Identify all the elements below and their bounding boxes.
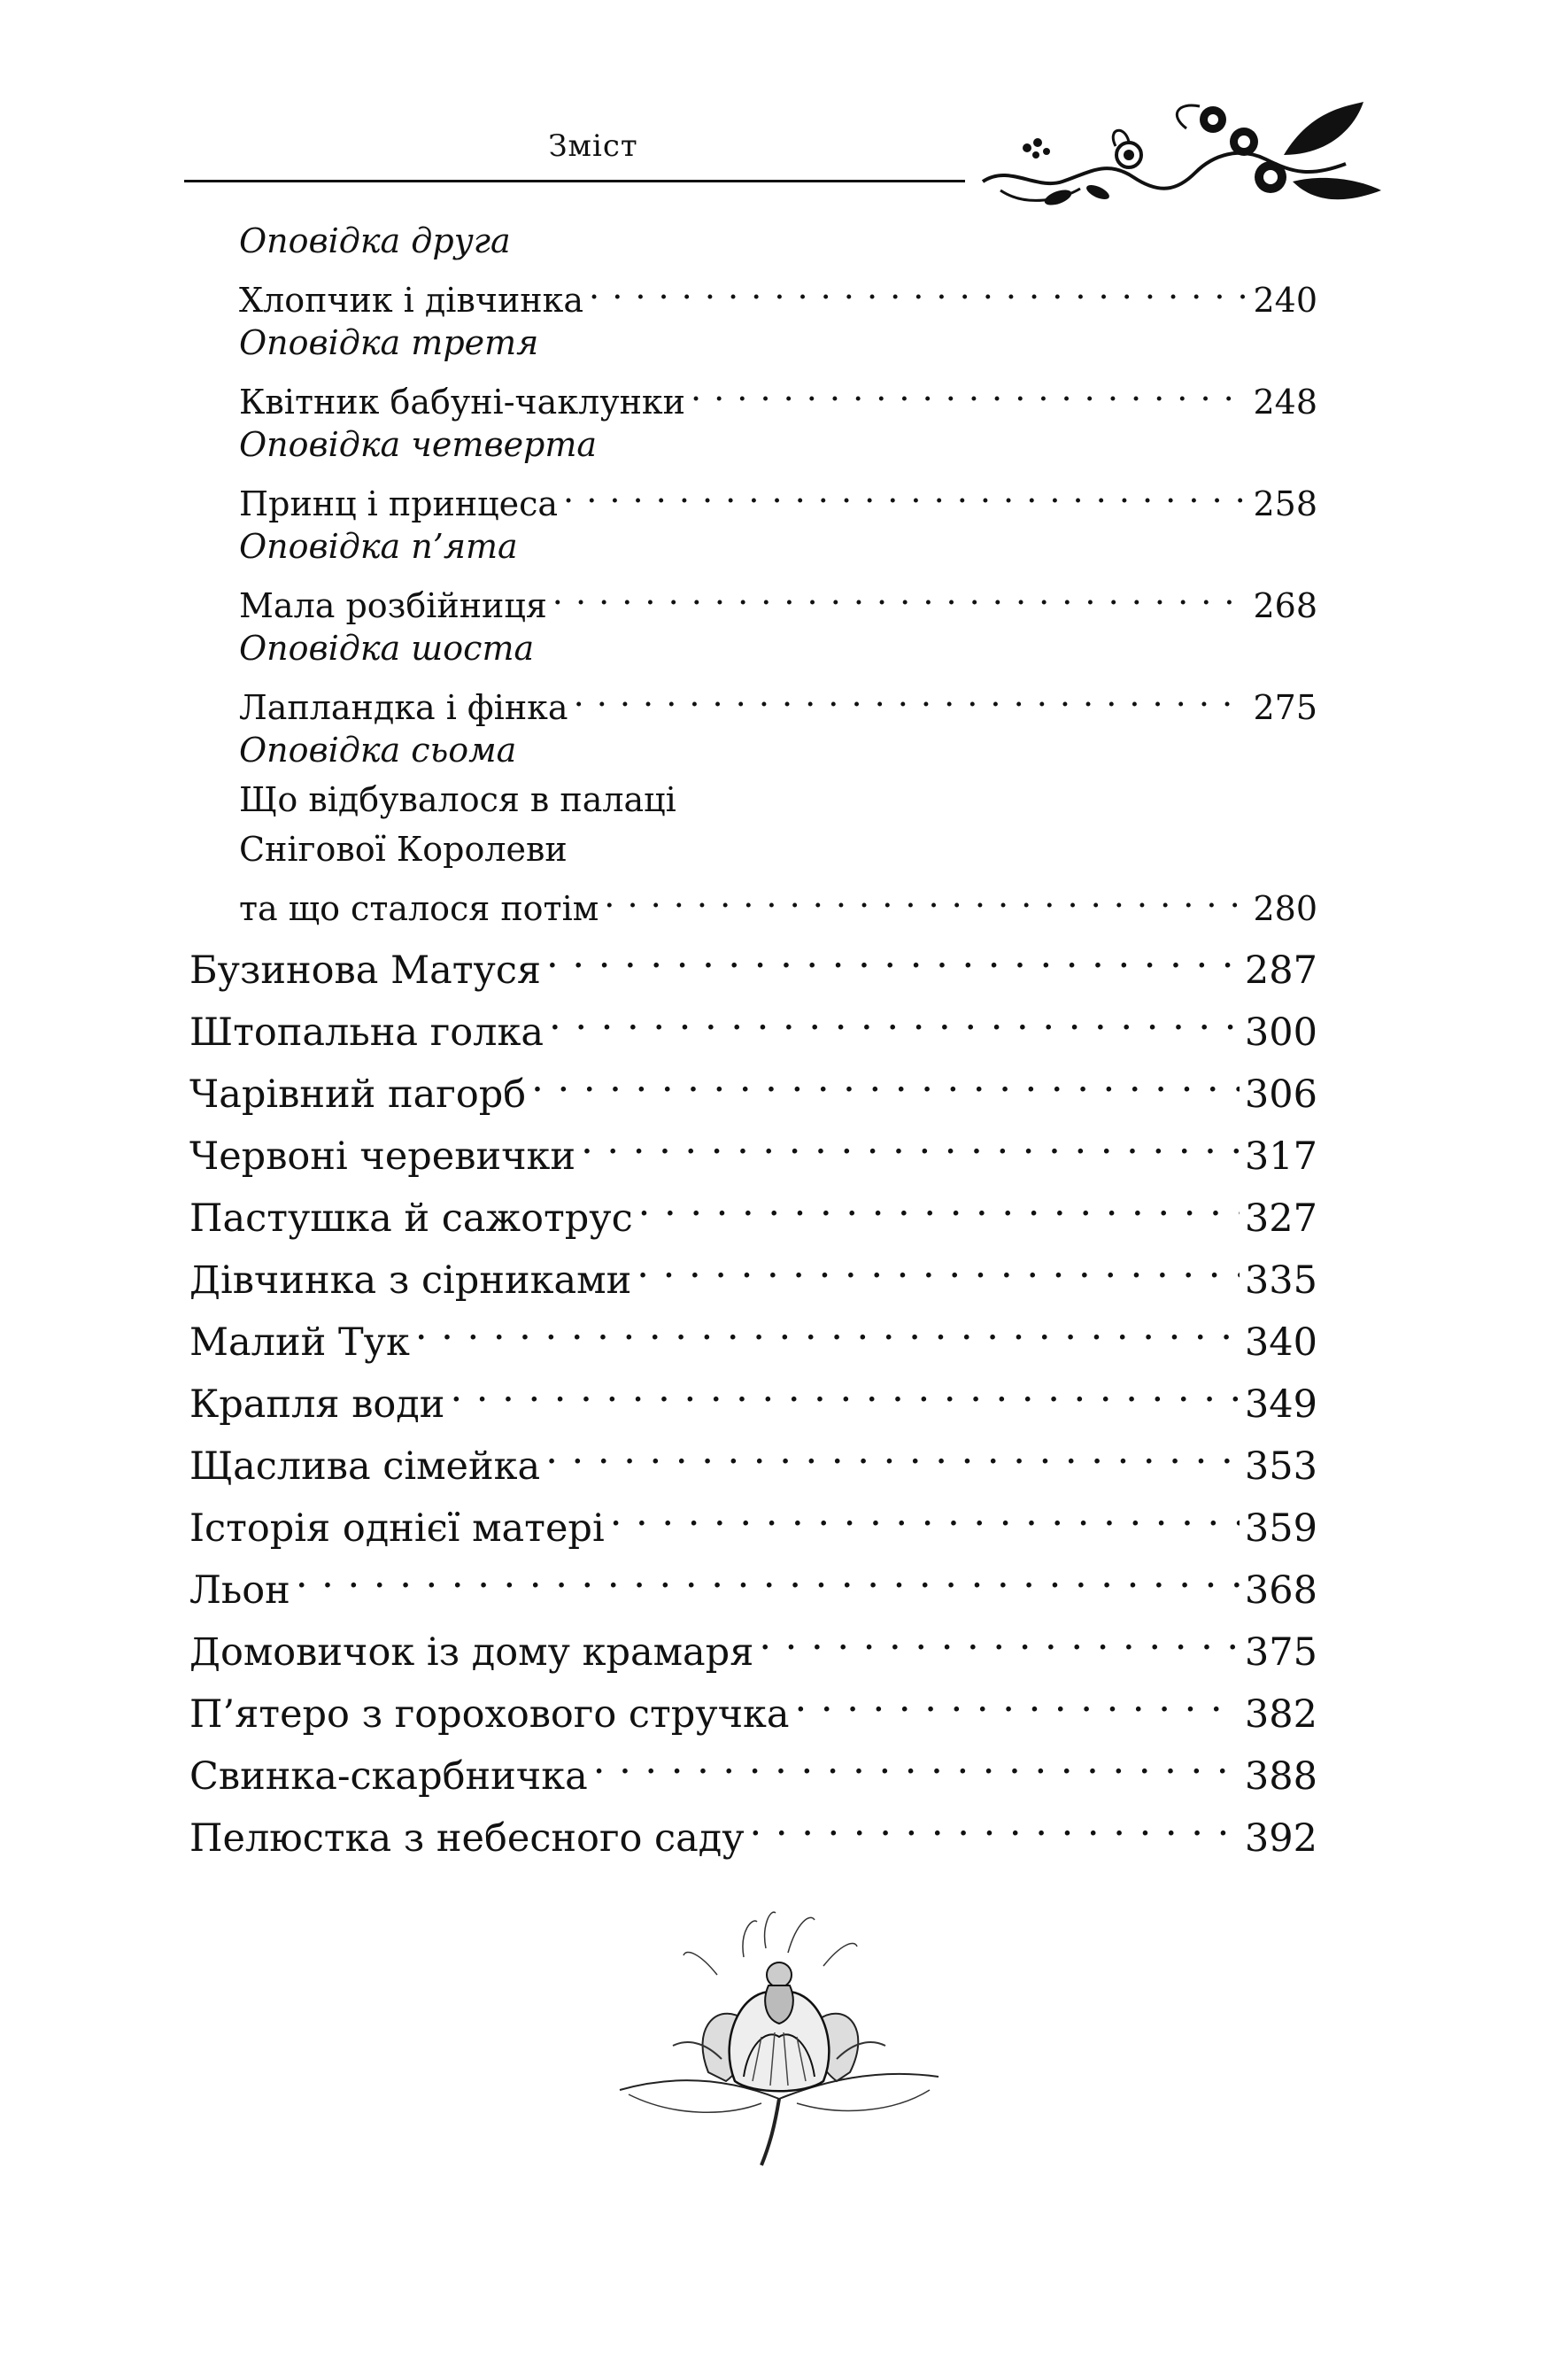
toc-entry[interactable]: [189, 1123, 1317, 1179]
toc-entry[interactable]: [189, 1681, 1317, 1737]
dot-leader: [589, 271, 1247, 312]
entry-title: Хлопчик і дівчинка: [239, 280, 584, 320]
toc-entry[interactable]: [239, 879, 1317, 928]
dot-leader: [691, 373, 1247, 414]
entry-title: Дівчинка з сірниками: [189, 1258, 632, 1303]
toc-entry[interactable]: [189, 1495, 1317, 1551]
entry-title: та що сталося потім: [239, 888, 599, 928]
entry-title: Щаслива сімейка: [189, 1444, 541, 1489]
dot-leader: [759, 1619, 1240, 1665]
entry-title: Льон: [189, 1567, 290, 1613]
entry-title: П’ятеро з горохового стручка: [189, 1691, 790, 1737]
dot-leader: [450, 1371, 1239, 1417]
entry-title: Крапля води: [189, 1382, 445, 1427]
entry-title-line: Що відбувалося в палаці: [239, 780, 676, 819]
toc-entry[interactable]: [189, 1619, 1317, 1675]
dot-leader: [531, 1061, 1240, 1107]
dot-leader: [637, 1247, 1240, 1293]
flower-with-child-illustration: [611, 1904, 947, 2170]
toc-entry[interactable]: [239, 678, 1317, 727]
dot-leader: [574, 678, 1248, 719]
dot-leader: [604, 879, 1247, 920]
entry-page: 268: [1253, 585, 1317, 625]
story-label: Оповідка четверта: [239, 425, 598, 464]
entry-page: 248: [1253, 382, 1317, 422]
story-label: Оповідка п’ята: [239, 527, 518, 566]
entry-page: 258: [1253, 484, 1317, 523]
entry-page: 359: [1244, 1505, 1317, 1551]
story-label: Оповідка третя: [239, 323, 539, 362]
entry-title: Пелюстка з небесного саду: [189, 1815, 745, 1861]
toc-entry[interactable]: [189, 937, 1317, 993]
entry-title: Лапландка і фінка: [239, 687, 568, 727]
dot-leader: [549, 999, 1240, 1045]
entry-page: 335: [1244, 1258, 1317, 1303]
dot-leader: [415, 1309, 1240, 1355]
entry-title: Історія однієї матері: [189, 1505, 605, 1551]
entry-page: 388: [1244, 1753, 1317, 1799]
toc-entry[interactable]: [239, 373, 1317, 422]
toc-entry[interactable]: [239, 271, 1317, 320]
toc-entry[interactable]: [189, 1433, 1317, 1489]
toc-entry[interactable]: [189, 1185, 1317, 1241]
toc-entry[interactable]: [189, 1309, 1317, 1365]
entry-page: 368: [1244, 1567, 1317, 1613]
entry-page: 287: [1244, 948, 1317, 993]
entry-page: 392: [1244, 1815, 1317, 1861]
entry-page: 280: [1253, 888, 1317, 928]
dot-leader: [610, 1495, 1240, 1541]
story-label: Оповідка шоста: [239, 629, 535, 668]
dot-leader: [581, 1123, 1240, 1169]
story-label: Оповідка друга: [239, 221, 511, 260]
entry-title: Пастушка й сажотрус: [189, 1196, 633, 1241]
entry-title: Домовичок із дому крамаря: [189, 1629, 754, 1675]
dot-leader: [546, 937, 1240, 983]
toc-entry[interactable]: [189, 1805, 1317, 1861]
entry-page: 306: [1244, 1072, 1317, 1117]
entry-page: 275: [1253, 687, 1317, 727]
dot-leader: [795, 1681, 1240, 1727]
entry-title-line: Снігової Королеви: [239, 830, 568, 869]
entry-title: Свинка-скарбничка: [189, 1753, 588, 1799]
dot-leader: [563, 475, 1247, 515]
toc-entry[interactable]: [189, 1247, 1317, 1303]
dot-leader: [552, 577, 1248, 617]
entry-title: Червоні черевички: [189, 1134, 576, 1179]
entry-page: 240: [1253, 280, 1317, 320]
entry-page: 300: [1244, 1010, 1317, 1055]
toc-entry[interactable]: [189, 1061, 1317, 1117]
dot-leader: [593, 1743, 1240, 1789]
entry-page: 349: [1244, 1382, 1317, 1427]
toc-entry[interactable]: [239, 577, 1317, 625]
story-label: Оповідка сьома: [239, 731, 517, 770]
entry-page: 327: [1244, 1196, 1317, 1241]
toc-entry[interactable]: [189, 999, 1317, 1055]
dot-leader: [638, 1185, 1240, 1231]
entry-page: 340: [1244, 1320, 1317, 1365]
entry-page: 382: [1244, 1691, 1317, 1737]
entry-page: 353: [1244, 1444, 1317, 1489]
toc-entry[interactable]: [189, 1371, 1317, 1427]
entry-title: Мала розбійниця: [239, 585, 547, 625]
toc-entry[interactable]: [189, 1557, 1317, 1613]
entry-title: Чарівний пагорб: [189, 1072, 527, 1117]
entry-title: Бузинова Матуся: [189, 948, 542, 993]
entry-title: Штопальна голка: [189, 1010, 544, 1055]
dot-leader: [545, 1433, 1240, 1479]
entry-title: Малий Тук: [189, 1320, 410, 1365]
page-title: Зміст: [548, 128, 638, 164]
dot-leader: [750, 1805, 1240, 1851]
dot-leader: [296, 1557, 1240, 1603]
entry-title: Принц і принцеса: [239, 484, 559, 523]
toc-entry[interactable]: [239, 475, 1317, 523]
entry-title: Квітник бабуні-чаклунки: [239, 382, 685, 422]
toc-entry[interactable]: [189, 1743, 1317, 1799]
entry-page: 375: [1244, 1629, 1317, 1675]
entry-page: 317: [1244, 1134, 1317, 1179]
